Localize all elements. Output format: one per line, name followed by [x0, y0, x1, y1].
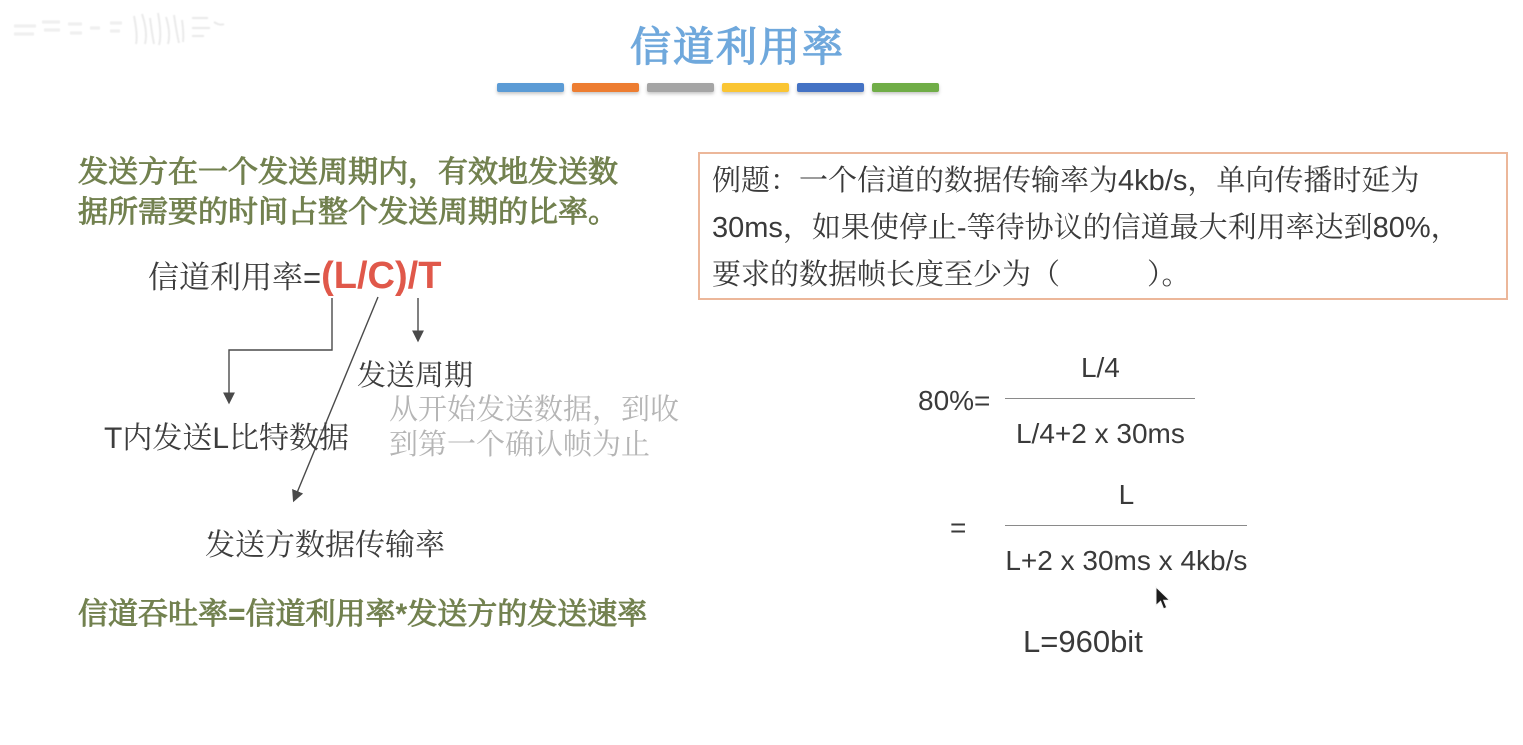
step1-lhs: 80%= — [918, 385, 991, 416]
fraction-denominator: L+2 x 30ms x 4kb/s — [1005, 545, 1248, 576]
note-line: 到第一个确认帧为止 — [389, 429, 651, 461]
fraction-bar — [1005, 525, 1247, 526]
label-L-bits: T内发送L比特数据 — [104, 422, 350, 455]
accent-bar — [872, 83, 939, 92]
fraction — [1005, 350, 1195, 452]
page-title: 信道利用率 — [630, 24, 845, 70]
solution-step-2 — [950, 477, 1247, 579]
fraction-denominator: L/4+2 x 30ms — [1015, 418, 1185, 449]
mouse-cursor-icon — [1152, 586, 1174, 612]
example-box — [698, 152, 1508, 300]
example-line: 例题：一个信道的数据传输率为4kb/s，单向传播时延为 — [712, 165, 1420, 197]
accent-bar — [647, 83, 714, 92]
send-period-note — [389, 393, 679, 463]
fraction-bar — [1005, 398, 1195, 399]
accent-bar — [797, 83, 864, 92]
label-send-period: 发送周期 — [357, 360, 474, 392]
definition-line: 发送方在一个发送周期内，有效地发送数 — [78, 156, 618, 189]
arrow-L-to-label — [229, 298, 332, 402]
formula-label: 信道利用率= — [148, 260, 322, 295]
accent-bar — [572, 83, 639, 92]
label-sender-rate: 发送方数据传输率 — [205, 529, 445, 562]
solution-step-1 — [918, 350, 1195, 452]
formula-expression: (L/C)/T — [321, 255, 442, 297]
definition-line: 据所需要的时间占整个发送周期的比率。 — [78, 196, 618, 229]
accent-bar-row — [497, 83, 939, 92]
faint-scribble — [6, 8, 236, 50]
accent-bar — [722, 83, 789, 92]
example-line: 30ms，如果使停止-等待协议的信道最大利用率达到80%， — [712, 212, 1460, 244]
fraction-numerator: L — [1118, 479, 1135, 510]
fraction-numerator: L/4 — [1080, 352, 1120, 383]
throughput-formula: 信道吞吐率=信道利用率*发送方的发送速率 — [78, 598, 648, 631]
definition-text — [78, 153, 618, 233]
solution-result: L=960bit — [1023, 624, 1143, 659]
step2-lhs: = — [950, 512, 967, 543]
example-line: 要求的数据帧长度至少为（ ）。 — [712, 259, 1191, 291]
utilization-formula — [148, 252, 441, 298]
accent-bar — [497, 83, 564, 92]
arrow-C-to-label — [294, 297, 378, 500]
fraction — [1005, 477, 1247, 579]
note-line: 从开始发送数据，到收 — [389, 394, 680, 426]
